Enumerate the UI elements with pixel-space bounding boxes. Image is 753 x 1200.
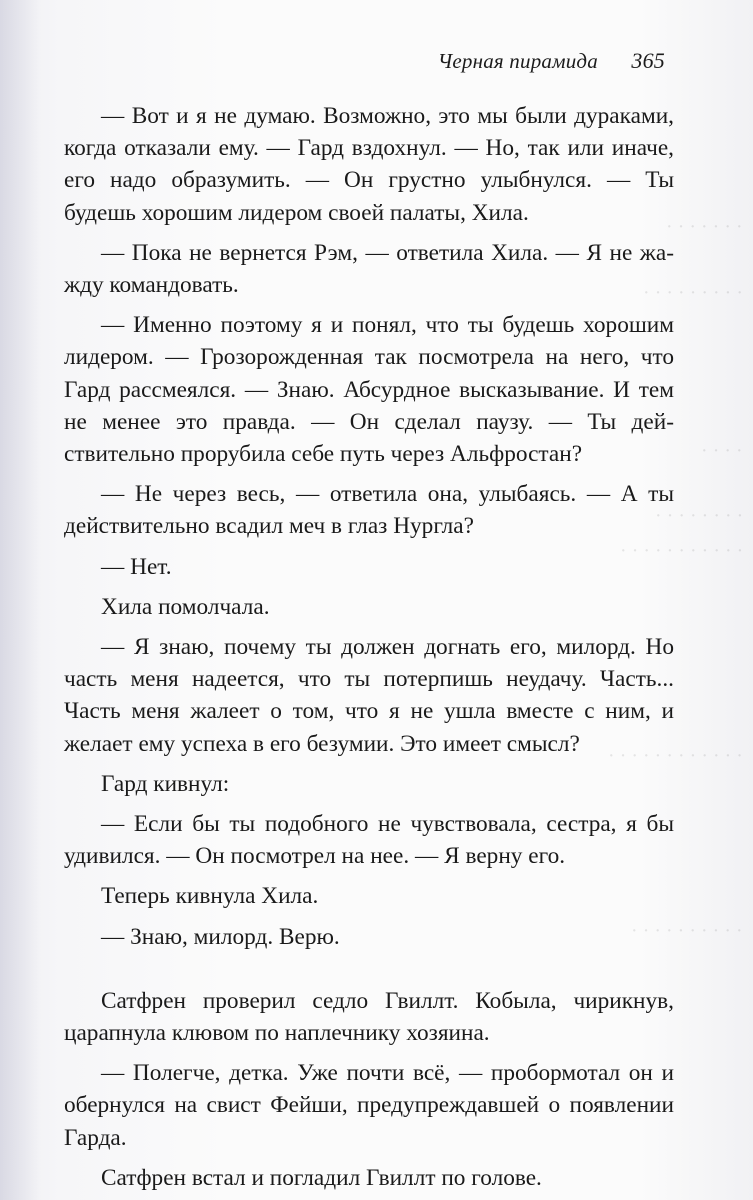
spine-shadow — [0, 0, 40, 1200]
paragraph: — Вот и я не думаю. Возможно, это мы были дураками, когда отказали ему. — Гард вздохнул. — Но, так или иначе, его надо образумить. — Он грустно улыбнулся. — Ты будешь хорошим лидером своей палаты, Хила. — [64, 103, 674, 226]
bleed-through-text: · · · · · · · · · · · · · · · · · · · · · · · · · · · · · · · · · · · · · · · · · · · · · · · · · · · · · · · · · · · · · — [608, 216, 743, 942]
book-title: Черная пирамида — [437, 49, 598, 73]
paragraph: — Знаю, милорд. Верю. — [101, 923, 340, 950]
page-number: 365 — [631, 48, 665, 73]
paragraph: — Именно поэтому я и понял, что ты будешь хорошим лидером. — Грозорожденная так посмотрела на него, что Гард рассмеялся. — Знаю. Абсурдное высказывание. И тем не менее это правда. — Он сделал паузу. — Ты действительно прорубила себе путь через Альфростан? — [64, 312, 674, 468]
paragraph: — Полегче, детка. Уже почти всё, — пробормотал он и обернулся на свист Фейши, предупреждавшей о появлении Гарда. — [64, 1060, 674, 1151]
paragraph: — Не через весь, — ответила она, улыбаясь. — А ты действительно всадил меч в глаз Нургла? — [64, 481, 674, 540]
paragraph: — Я знаю, почему ты должен догнать его, милорд. Но часть меня надеется, что ты потерпишь неудачу. Часть... Часть меня жалеет о том, что я не ушла вместе с ним, и желает ему успеха в его безумии. Это имеет смысл? — [64, 634, 674, 757]
paragraph: Сатфрен встал и погладил Гвиллт по голове. — [101, 1164, 542, 1191]
scene-break — [64, 961, 674, 985]
running-header — [438, 48, 665, 74]
paragraph: Хила помолчала. — [101, 593, 270, 620]
paragraph: Гард кивнул: — [101, 770, 230, 797]
paragraph: — Пока не вернется Рэм, — ответила Хила. — Я не жажду командовать. — [64, 239, 674, 299]
paragraph: — Нет. — [101, 553, 172, 580]
paragraph: Сатфрен проверил седло Гвиллт. Кобыла, чирикнув, царапнула клювом по наплечнику хозяина. — [64, 987, 674, 1047]
paragraph: Теперь кивнула Хила. — [101, 883, 319, 910]
page-body — [64, 100, 674, 1200]
paragraph: — Если бы ты подобного не чувствовала, сестра, я бы удивился. — Он посмотрел на нее. — Я верну его. — [64, 811, 674, 870]
